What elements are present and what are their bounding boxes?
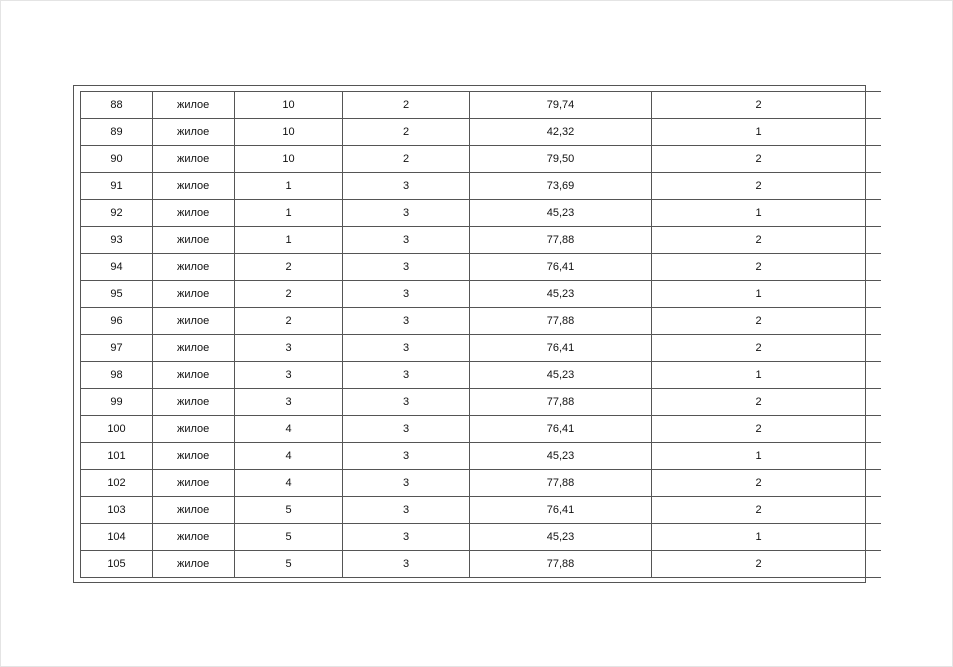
table-row xyxy=(81,308,882,335)
cell-type: жилое xyxy=(153,389,235,416)
cell-number: 101 xyxy=(81,443,153,470)
cell-section: 3 xyxy=(343,443,470,470)
cell-rooms: 1 xyxy=(652,281,866,308)
cell-rooms: 1 xyxy=(652,200,866,227)
cell-extra xyxy=(866,146,882,173)
table-row xyxy=(81,416,882,443)
cell-floor: 3 xyxy=(235,335,343,362)
cell-section: 3 xyxy=(343,551,470,578)
table-row xyxy=(81,389,882,416)
cell-section: 3 xyxy=(343,335,470,362)
cell-type: жилое xyxy=(153,524,235,551)
cell-number: 105 xyxy=(81,551,153,578)
cell-rooms: 2 xyxy=(652,551,866,578)
cell-extra xyxy=(866,470,882,497)
apartments-table xyxy=(80,91,881,578)
cell-rooms: 2 xyxy=(652,254,866,281)
cell-rooms: 1 xyxy=(652,362,866,389)
cell-extra xyxy=(866,551,882,578)
cell-type: жилое xyxy=(153,470,235,497)
cell-rooms: 2 xyxy=(652,389,866,416)
cell-rooms: 2 xyxy=(652,308,866,335)
cell-section: 3 xyxy=(343,362,470,389)
cell-rooms: 1 xyxy=(652,119,866,146)
cell-extra xyxy=(866,443,882,470)
cell-area: 45,23 xyxy=(470,362,652,389)
cell-section: 3 xyxy=(343,308,470,335)
cell-section: 3 xyxy=(343,416,470,443)
table-row xyxy=(81,443,882,470)
cell-floor: 10 xyxy=(235,146,343,173)
cell-floor: 1 xyxy=(235,200,343,227)
cell-rooms: 2 xyxy=(652,173,866,200)
cell-extra xyxy=(866,281,882,308)
cell-extra xyxy=(866,227,882,254)
cell-number: 90 xyxy=(81,146,153,173)
cell-number: 95 xyxy=(81,281,153,308)
cell-section: 3 xyxy=(343,173,470,200)
cell-area: 76,41 xyxy=(470,416,652,443)
table-row xyxy=(81,92,882,119)
cell-number: 98 xyxy=(81,362,153,389)
table-row xyxy=(81,119,882,146)
cell-extra xyxy=(866,389,882,416)
cell-number: 93 xyxy=(81,227,153,254)
cell-number: 103 xyxy=(81,497,153,524)
table-row xyxy=(81,227,882,254)
cell-floor: 5 xyxy=(235,497,343,524)
table-body xyxy=(81,92,882,578)
cell-extra xyxy=(866,119,882,146)
cell-number: 88 xyxy=(81,92,153,119)
cell-type: жилое xyxy=(153,254,235,281)
cell-type: жилое xyxy=(153,92,235,119)
cell-floor: 4 xyxy=(235,416,343,443)
cell-extra xyxy=(866,497,882,524)
table-row xyxy=(81,551,882,578)
table-row xyxy=(81,497,882,524)
cell-section: 2 xyxy=(343,92,470,119)
table-row xyxy=(81,200,882,227)
cell-number: 104 xyxy=(81,524,153,551)
cell-type: жилое xyxy=(153,416,235,443)
cell-area: 79,74 xyxy=(470,92,652,119)
cell-floor: 2 xyxy=(235,254,343,281)
cell-section: 3 xyxy=(343,389,470,416)
cell-extra xyxy=(866,173,882,200)
cell-type: жилое xyxy=(153,335,235,362)
cell-section: 3 xyxy=(343,281,470,308)
cell-area: 45,23 xyxy=(470,200,652,227)
cell-floor: 3 xyxy=(235,389,343,416)
cell-rooms: 2 xyxy=(652,470,866,497)
cell-type: жилое xyxy=(153,551,235,578)
cell-type: жилое xyxy=(153,308,235,335)
cell-floor: 4 xyxy=(235,470,343,497)
cell-floor: 2 xyxy=(235,308,343,335)
cell-area: 45,23 xyxy=(470,443,652,470)
cell-floor: 1 xyxy=(235,173,343,200)
cell-type: жилое xyxy=(153,497,235,524)
cell-extra xyxy=(866,362,882,389)
table-row xyxy=(81,470,882,497)
cell-type: жилое xyxy=(153,200,235,227)
cell-floor: 4 xyxy=(235,443,343,470)
cell-rooms: 2 xyxy=(652,146,866,173)
table-row xyxy=(81,524,882,551)
cell-section: 3 xyxy=(343,200,470,227)
cell-floor: 10 xyxy=(235,119,343,146)
cell-area: 76,41 xyxy=(470,254,652,281)
cell-type: жилое xyxy=(153,443,235,470)
cell-number: 102 xyxy=(81,470,153,497)
cell-number: 97 xyxy=(81,335,153,362)
table-row xyxy=(81,173,882,200)
cell-extra xyxy=(866,416,882,443)
cell-area: 77,88 xyxy=(470,389,652,416)
cell-floor: 3 xyxy=(235,362,343,389)
cell-number: 92 xyxy=(81,200,153,227)
cell-type: жилое xyxy=(153,362,235,389)
cell-extra xyxy=(866,335,882,362)
cell-section: 3 xyxy=(343,227,470,254)
cell-number: 99 xyxy=(81,389,153,416)
cell-extra xyxy=(866,524,882,551)
cell-extra xyxy=(866,308,882,335)
cell-floor: 5 xyxy=(235,551,343,578)
cell-section: 3 xyxy=(343,497,470,524)
cell-area: 45,23 xyxy=(470,524,652,551)
cell-rooms: 1 xyxy=(652,443,866,470)
table-row xyxy=(81,281,882,308)
table-row xyxy=(81,335,882,362)
cell-area: 77,88 xyxy=(470,551,652,578)
cell-type: жилое xyxy=(153,227,235,254)
cell-type: жилое xyxy=(153,173,235,200)
cell-area: 76,41 xyxy=(470,335,652,362)
cell-rooms: 2 xyxy=(652,92,866,119)
cell-type: жилое xyxy=(153,119,235,146)
cell-number: 94 xyxy=(81,254,153,281)
cell-floor: 10 xyxy=(235,92,343,119)
table-row xyxy=(81,254,882,281)
cell-section: 3 xyxy=(343,254,470,281)
cell-area: 76,41 xyxy=(470,497,652,524)
cell-area: 42,32 xyxy=(470,119,652,146)
cell-section: 2 xyxy=(343,146,470,173)
cell-extra xyxy=(866,254,882,281)
cell-number: 89 xyxy=(81,119,153,146)
cell-area: 45,23 xyxy=(470,281,652,308)
cell-section: 3 xyxy=(343,470,470,497)
table-row xyxy=(81,362,882,389)
cell-type: жилое xyxy=(153,146,235,173)
cell-area: 77,88 xyxy=(470,227,652,254)
cell-area: 73,69 xyxy=(470,173,652,200)
cell-rooms: 2 xyxy=(652,335,866,362)
cell-number: 100 xyxy=(81,416,153,443)
cell-extra xyxy=(866,200,882,227)
cell-floor: 1 xyxy=(235,227,343,254)
cell-number: 96 xyxy=(81,308,153,335)
cell-rooms: 1 xyxy=(652,524,866,551)
cell-floor: 2 xyxy=(235,281,343,308)
cell-extra xyxy=(866,92,882,119)
cell-rooms: 2 xyxy=(652,497,866,524)
cell-area: 77,88 xyxy=(470,308,652,335)
cell-area: 77,88 xyxy=(470,470,652,497)
cell-section: 2 xyxy=(343,119,470,146)
cell-area: 79,50 xyxy=(470,146,652,173)
cell-rooms: 2 xyxy=(652,416,866,443)
cell-number: 91 xyxy=(81,173,153,200)
cell-floor: 5 xyxy=(235,524,343,551)
cell-rooms: 2 xyxy=(652,227,866,254)
table-row xyxy=(81,146,882,173)
table-container xyxy=(80,91,881,578)
cell-section: 3 xyxy=(343,524,470,551)
cell-type: жилое xyxy=(153,281,235,308)
